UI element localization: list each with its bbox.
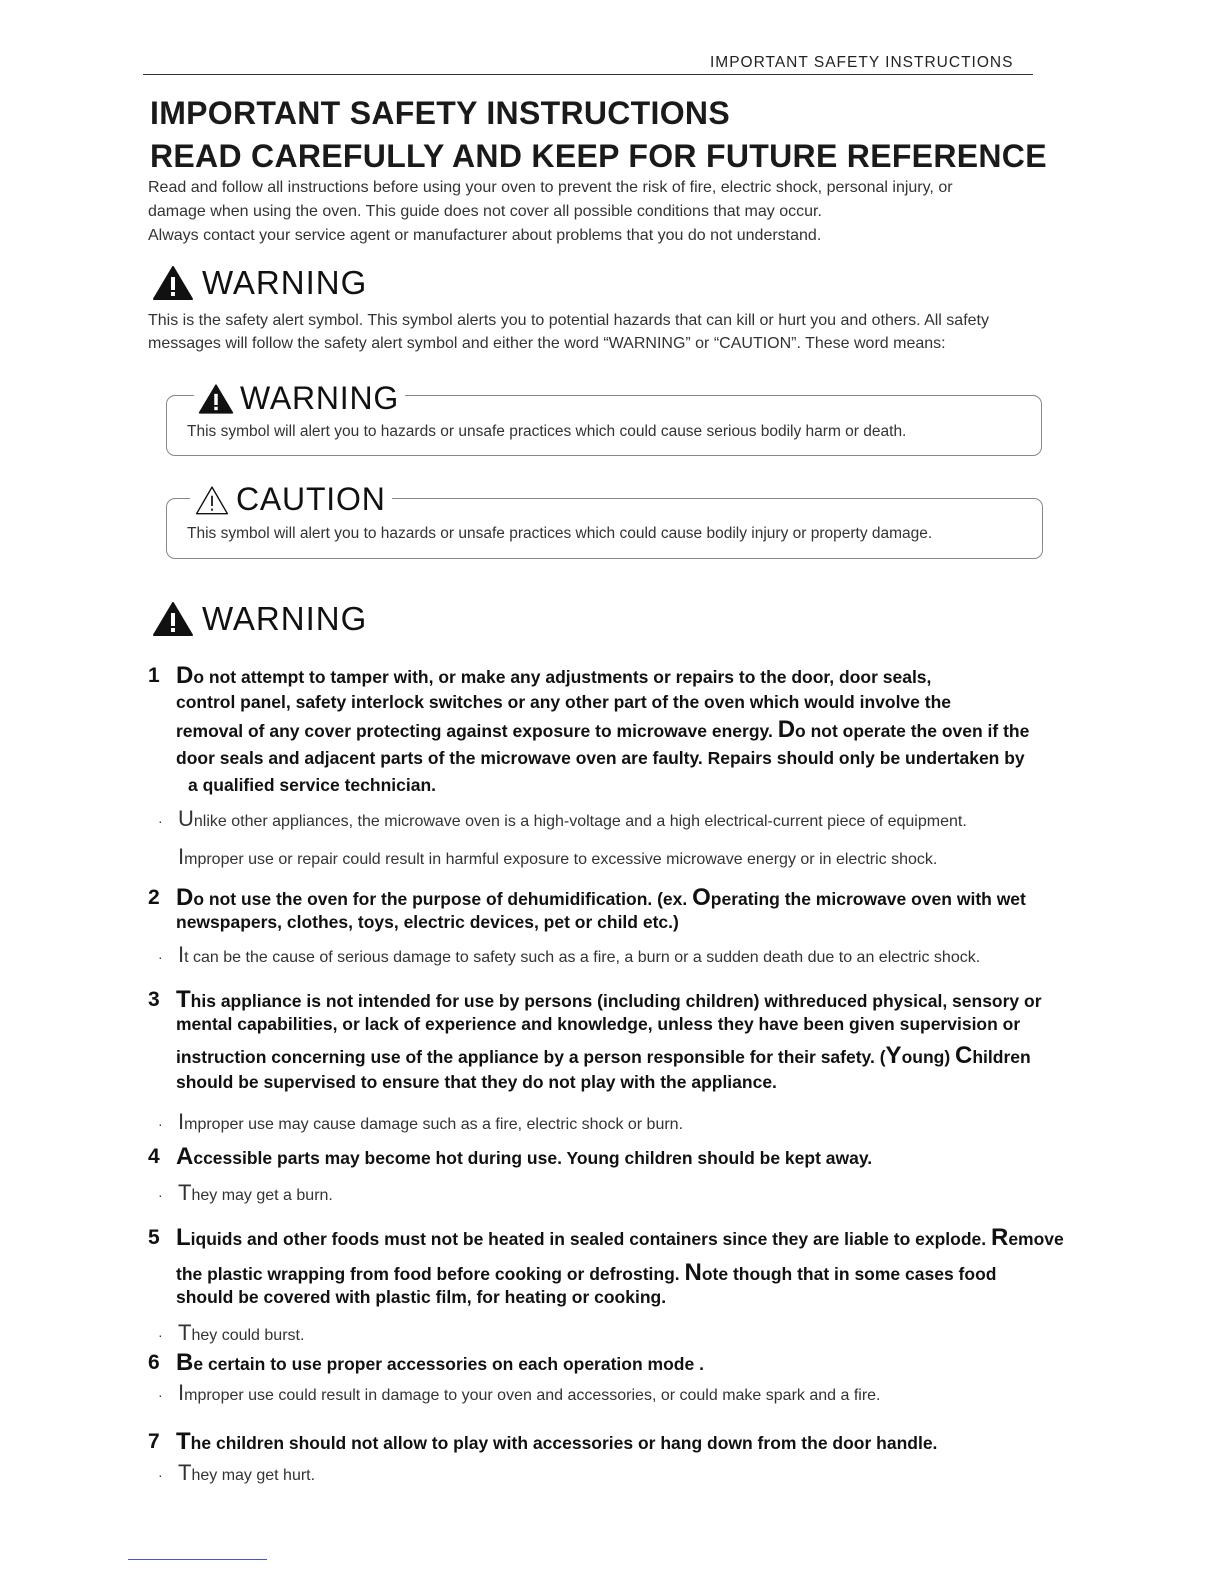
- item-text: the plastic wrapping from food before cooking or defrosting.: [176, 1264, 685, 1284]
- drop-cap: A: [176, 1143, 194, 1170]
- warning-heading-label: WARNING: [202, 600, 368, 637]
- item-text: perating the microwave oven with wet: [710, 889, 1026, 909]
- header-rule: [143, 74, 1033, 75]
- item-text: removal of any cover protecting against exposure to microwave energy.: [176, 721, 778, 741]
- item-text: control panel, safety interlock switches or any other part of the oven which would involve the: [176, 692, 952, 712]
- alert-line: This is the safety alert symbol. This symbol alerts you to potential hazards that can kill or hurt you and others. All safety: [148, 312, 989, 329]
- item-number: 6: [148, 1351, 160, 1374]
- drop-cap: T: [176, 1428, 191, 1455]
- item-6-note-1: [158, 1380, 881, 1406]
- item-text: his appliance is not intended for use by persons (including children) withreduced physical, sensory or: [190, 991, 1042, 1011]
- drop-cap: D: [176, 884, 194, 911]
- warning-heading: [152, 264, 367, 302]
- drop-cap: U: [178, 806, 194, 831]
- item-number: 5: [148, 1226, 160, 1249]
- item-3-note-1: [158, 1109, 683, 1135]
- warning-notice-title: [194, 380, 405, 417]
- item-text: should be supervised to ensure that they do not play with the appliance.: [176, 1072, 777, 1092]
- item-2-note-1: [158, 942, 980, 968]
- note-text: mproper use may cause damage such as a fire, electric shock or burn.: [184, 1116, 684, 1133]
- intro-text: [148, 176, 1048, 248]
- warning-triangle-icon: [152, 265, 194, 301]
- drop-cap: Y: [885, 1042, 902, 1069]
- warning-item-7: [148, 1428, 1108, 1457]
- drop-cap: I: [178, 1109, 185, 1134]
- note-text: mproper use could result in damage to your oven and accessories, or could make spark and a fire.: [184, 1387, 881, 1404]
- item-text: iquids and other foods must not be heated in sealed containers since they are liable to explode.: [190, 1229, 991, 1249]
- warning-item-3: [148, 986, 1108, 1096]
- item-1-note-1: [158, 806, 967, 832]
- item-number: 3: [148, 988, 160, 1011]
- bullet: ·: [158, 949, 163, 965]
- intro-line: damage when using the oven. This guide does not cover all possible conditions that may occur.: [148, 203, 822, 220]
- item-text: a qualified service technician.: [188, 775, 437, 795]
- item-7-note-1: [158, 1460, 315, 1486]
- item-text: ccessible parts may become hot during use. Young children should be kept away.: [193, 1148, 873, 1168]
- bullet: ·: [158, 1327, 163, 1343]
- bullet: ·: [158, 1467, 163, 1483]
- caution-notice-title: [190, 481, 392, 518]
- note-text: mproper use or repair could result in harmful exposure to excessive microwave energy or in electric shock.: [184, 851, 938, 868]
- drop-cap: D: [176, 662, 194, 689]
- warning-item-2: [148, 884, 1108, 936]
- bullet: ·: [158, 1116, 163, 1132]
- drop-cap: T: [178, 1320, 192, 1345]
- item-text: mental capabilities, or lack of experience and knowledge, unless they have been given supervision or: [176, 1014, 1021, 1034]
- running-header: IMPORTANT SAFETY INSTRUCTIONS: [710, 54, 1014, 71]
- drop-cap: N: [684, 1259, 702, 1286]
- item-4-note-1: [158, 1180, 333, 1206]
- drop-cap: O: [692, 884, 711, 911]
- bullet: ·: [158, 813, 163, 829]
- item-text: e certain to use proper accessories on each operation mode .: [193, 1354, 704, 1374]
- alert-description: [148, 309, 1058, 355]
- note-text: nlike other appliances, the microwave oven is a high-voltage and a high electrical-current piece of equipment.: [193, 813, 967, 830]
- drop-cap: T: [176, 986, 191, 1013]
- note-text: hey may get a burn.: [191, 1187, 333, 1204]
- warning-notice-label: WARNING: [240, 380, 400, 416]
- item-number: 2: [148, 886, 160, 909]
- note-text: t can be the cause of serious damage to safety such as a fire, a burn or a sudden death due to an electric shock.: [184, 949, 981, 966]
- item-text: ote though that in some cases food: [701, 1264, 997, 1284]
- warning-item-5: [148, 1224, 1108, 1311]
- warning-heading-label: WARNING: [202, 264, 368, 301]
- warning-heading: [152, 600, 367, 638]
- warning-triangle-icon: [198, 383, 234, 415]
- bullet: ·: [158, 1187, 163, 1203]
- item-text: o not use the oven for the purpose of dehumidification. (ex.: [193, 889, 693, 909]
- item-text: door seals and adjacent parts of the microwave oven are faulty. Repairs should only be undertaken by: [176, 748, 1025, 768]
- bottom-link-underline: [128, 1559, 267, 1560]
- intro-line: Always contact your service agent or manufacturer about problems that you do not understand.: [148, 227, 822, 244]
- drop-cap: B: [176, 1349, 194, 1376]
- drop-cap: I: [178, 1380, 185, 1405]
- item-text: should be covered with plastic film, for heating or cooking.: [176, 1287, 667, 1307]
- warning-item-4: [148, 1143, 1108, 1172]
- note-text: hey may get hurt.: [191, 1467, 316, 1484]
- drop-cap: I: [178, 942, 185, 967]
- intro-line: Read and follow all instructions before using your oven to prevent the risk of fire, electric shock, personal injury, or: [148, 179, 953, 196]
- page-subtitle: READ CAREFULLY AND KEEP FOR FUTURE REFERENCE: [150, 138, 1047, 174]
- item-text: hildren: [972, 1047, 1031, 1067]
- item-5-note-1: [158, 1320, 304, 1346]
- item-number: 1: [148, 664, 160, 687]
- caution-notice-label: CAUTION: [236, 481, 386, 517]
- warning-triangle-icon: [152, 601, 194, 637]
- drop-cap: D: [777, 716, 796, 743]
- item-number: 7: [148, 1430, 160, 1453]
- alert-line: messages will follow the safety alert symbol and either the word “WARNING” or “CAUTION”. These word means:: [148, 335, 946, 352]
- warning-notice-text: This symbol will alert you to hazards or unsafe practices which could cause serious bodily harm or death.: [187, 423, 907, 440]
- drop-cap: T: [178, 1180, 192, 1205]
- bullet: ·: [158, 1387, 163, 1403]
- warning-item-6: [148, 1349, 1108, 1378]
- caution-notice-text: This symbol will alert you to hazards or unsafe practices which could cause bodily injury or property damage.: [187, 525, 933, 542]
- drop-cap: C: [955, 1042, 973, 1069]
- item-text: he children should not allow to play with accessories or hang down from the door handle.: [190, 1433, 938, 1453]
- item-text: o not operate the oven if the: [795, 721, 1030, 741]
- item-text: emove: [1008, 1229, 1064, 1249]
- item-text: oung): [901, 1047, 956, 1067]
- drop-cap: R: [990, 1224, 1009, 1251]
- caution-triangle-icon: [194, 484, 230, 516]
- item-text: o not attempt to tamper with, or make any adjustments or repairs to the door, door seals,: [193, 667, 932, 687]
- warning-item-1: [148, 662, 1108, 799]
- page-title: IMPORTANT SAFETY INSTRUCTIONS: [150, 95, 730, 131]
- item-1-note-2: [178, 844, 937, 870]
- note-text: hey could burst.: [191, 1327, 305, 1344]
- item-text: instruction concerning use of the appliance by a person responsible for their safety. (: [176, 1047, 886, 1067]
- item-text: newspapers, clothes, toys, electric devices, pet or child etc.): [176, 912, 679, 932]
- item-number: 4: [148, 1145, 160, 1168]
- drop-cap: L: [176, 1224, 191, 1251]
- drop-cap: T: [178, 1460, 192, 1485]
- drop-cap: I: [178, 844, 185, 869]
